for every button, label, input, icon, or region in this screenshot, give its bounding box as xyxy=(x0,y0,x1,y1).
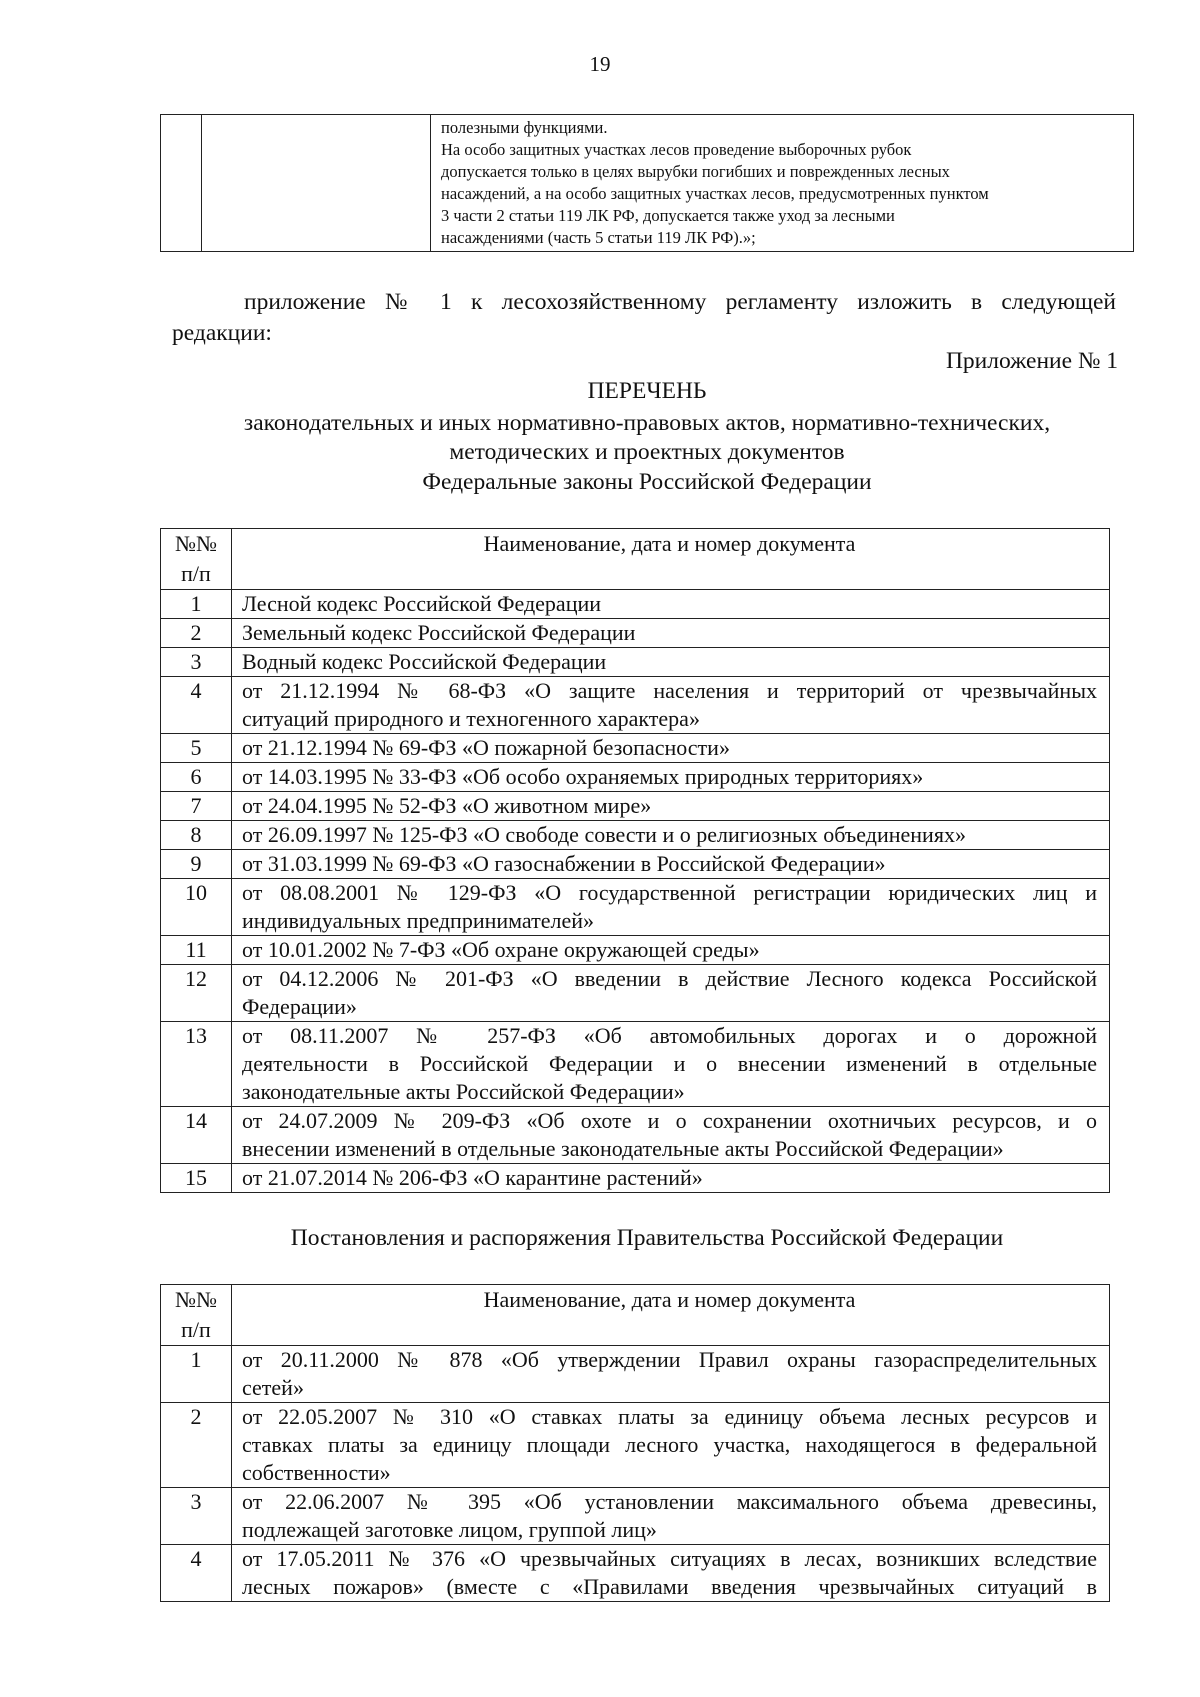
header-text: п/п xyxy=(181,561,211,586)
row-number: 3 xyxy=(161,1488,232,1545)
document-name-line: от 04.12.2006 № 201-ФЗ «О введении в действие Лесного кодекса Российской xyxy=(242,966,1097,991)
table-row xyxy=(161,619,1110,648)
table-row xyxy=(161,1022,1110,1107)
document-name xyxy=(232,1545,1110,1602)
document-name-line: ситуаций природного и техногенного характера» xyxy=(242,706,700,731)
document-name-line: Лесной кодекс Российской Федерации xyxy=(242,591,602,616)
continuation-line: На особо защитных участках лесов проведение выборочных рубок xyxy=(441,140,912,159)
table-row xyxy=(161,965,1110,1022)
document-name-line: Водный кодекс Российской Федерации xyxy=(242,649,607,674)
column-header-name: Наименование, дата и номер документа xyxy=(232,529,1110,590)
row-number: 12 xyxy=(161,965,232,1022)
document-name xyxy=(232,936,1110,965)
document-name-line: от 08.08.2001 № 129-ФЗ «О государственной регистрации юридических лиц и xyxy=(242,880,1097,905)
intro-paragraph-line: приложение № 1 к лесохозяйственному регламенту изложить в следующей xyxy=(244,289,1116,315)
table-header-row xyxy=(161,529,1110,590)
document-name-line: от 21.12.1994 № 68-ФЗ «О защите населения и территорий от чрезвычайных xyxy=(242,678,1097,703)
document-name xyxy=(232,1346,1110,1403)
document-name-line: лесных пожаров» (вместе с «Правилами введения чрезвычайных ситуаций в xyxy=(242,1574,1097,1599)
document-name-line: законодательные акты Российской Федерации» xyxy=(242,1079,685,1104)
column-header-number xyxy=(161,1285,232,1346)
table-row xyxy=(161,792,1110,821)
table-row xyxy=(161,821,1110,850)
table-cell xyxy=(161,115,202,252)
continuation-line: полезными функциями. xyxy=(441,118,608,137)
document-name-line: подлежащей заготовке лицом, группой лиц» xyxy=(242,1517,657,1542)
column-header-number xyxy=(161,529,232,590)
table-row xyxy=(161,763,1110,792)
document-name-line: от 24.07.2009 № 209-ФЗ «Об охоте и о сохранении охотничьих ресурсов, и о xyxy=(242,1108,1097,1133)
document-name xyxy=(232,792,1110,821)
table-row xyxy=(161,1164,1110,1193)
section-title-federal-laws: Федеральные законы Российской Федерации xyxy=(422,469,872,495)
column-header-name: Наименование, дата и номер документа xyxy=(232,1285,1110,1346)
table-row xyxy=(161,1107,1110,1164)
table-row xyxy=(161,879,1110,936)
document-name-line: от 22.06.2007 № 395 «Об установлении максимального объема древесины, xyxy=(242,1489,1097,1514)
document-name-line: от 20.11.2000 № 878 «Об утверждении Правил охраны газораспределительных xyxy=(242,1347,1097,1372)
header-text: №№ xyxy=(175,1287,217,1312)
row-number: 7 xyxy=(161,792,232,821)
document-name xyxy=(232,850,1110,879)
document-name xyxy=(232,879,1110,936)
document-name-line: от 21.07.2014 № 206-ФЗ «О карантине растений» xyxy=(242,1165,703,1190)
row-number: 1 xyxy=(161,1346,232,1403)
row-number: 1 xyxy=(161,590,232,619)
document-name xyxy=(232,590,1110,619)
table-row xyxy=(161,590,1110,619)
table-row xyxy=(161,1488,1110,1545)
row-number: 4 xyxy=(161,677,232,734)
row-number: 2 xyxy=(161,1403,232,1488)
document-name-line: деятельности в Российской Федерации и о внесении изменений в отдельные xyxy=(242,1051,1097,1076)
document-name xyxy=(232,1164,1110,1193)
row-number: 2 xyxy=(161,619,232,648)
list-subtitle: законодательных и иных нормативно-правовых актов, нормативно-технических, xyxy=(243,410,1051,436)
list-subtitle: методических и проектных документов xyxy=(449,439,845,465)
document-name-line: индивидуальных предпринимателей» xyxy=(242,908,594,933)
row-number: 10 xyxy=(161,879,232,936)
table-row xyxy=(161,1545,1110,1602)
document-name-line: Федерации» xyxy=(242,994,357,1019)
document-name-line: Земельный кодекс Российской Федерации xyxy=(242,620,636,645)
document-name-line: от 21.12.1994 № 69-ФЗ «О пожарной безопасности» xyxy=(242,735,730,760)
page-number: 19 xyxy=(589,52,611,76)
row-number: 15 xyxy=(161,1164,232,1193)
row-number: 13 xyxy=(161,1022,232,1107)
document-name xyxy=(232,821,1110,850)
government-acts-table xyxy=(160,1284,1110,1602)
document-name-line: от 22.05.2007 № 310 «О ставках платы за единицу объема лесных ресурсов и xyxy=(242,1404,1097,1429)
table-row xyxy=(161,115,1134,252)
list-title: ПЕРЕЧЕНЬ xyxy=(587,378,707,404)
document-name xyxy=(232,1107,1110,1164)
table-row xyxy=(161,648,1110,677)
document-name-line: сетей» xyxy=(242,1375,304,1400)
table-row xyxy=(161,677,1110,734)
row-number: 8 xyxy=(161,821,232,850)
continuation-line: 3 части 2 статьи 119 ЛК РФ, допускается также уход за лесными xyxy=(441,206,895,225)
continuation-text-cell xyxy=(431,115,1134,252)
document-name xyxy=(232,965,1110,1022)
continuation-line: допускается только в целях вырубки погибших и поврежденных лесных xyxy=(441,162,950,181)
document-name xyxy=(232,648,1110,677)
document-name-line: от 26.09.1997 № 125-ФЗ «О свободе совести и о религиозных объединениях» xyxy=(242,822,966,847)
continuation-table xyxy=(160,114,1134,252)
document-name-line: от 08.11.2007 № 257-ФЗ «Об автомобильных дорогах и о дорожной xyxy=(242,1023,1097,1048)
section-title-government-acts: Постановления и распоряжения Правительства Российской Федерации xyxy=(290,1225,1004,1251)
row-number: 6 xyxy=(161,763,232,792)
document-name-line: собственности» xyxy=(242,1460,391,1485)
document-name-line: от 17.05.2011 № 376 «О чрезвычайных ситуациях в лесах, возникших вследствие xyxy=(242,1546,1097,1571)
document-name-line: от 31.03.1999 № 69-ФЗ «О газоснабжении в Российской Федерации» xyxy=(242,851,886,876)
document-name xyxy=(232,1403,1110,1488)
continuation-line: насаждениями (часть 5 статьи 119 ЛК РФ).»; xyxy=(441,228,756,247)
document-name xyxy=(232,1022,1110,1107)
row-number: 14 xyxy=(161,1107,232,1164)
table-row xyxy=(161,1403,1110,1488)
table-row xyxy=(161,1346,1110,1403)
continuation-line: насаждений, а на особо защитных участках лесов, предусмотренных пунктом xyxy=(441,184,989,203)
table-cell xyxy=(202,115,431,252)
federal-laws-table xyxy=(160,528,1110,1193)
document-name-line: от 10.01.2002 № 7-ФЗ «Об охране окружающей среды» xyxy=(242,937,760,962)
row-number: 4 xyxy=(161,1545,232,1602)
document-name-line: от 24.04.1995 № 52-ФЗ «О животном мире» xyxy=(242,793,652,818)
table-row xyxy=(161,734,1110,763)
document-name-line: ставках платы за единицу площади лесного участка, находящегося в федеральной xyxy=(242,1432,1097,1457)
document-name xyxy=(232,677,1110,734)
document-name xyxy=(232,1488,1110,1545)
document-name xyxy=(232,619,1110,648)
header-text: п/п xyxy=(181,1317,211,1342)
header-text: №№ xyxy=(175,531,217,556)
appendix-label: Приложение № 1 xyxy=(945,348,1118,374)
table-row xyxy=(161,850,1110,879)
intro-paragraph-line: редакции: xyxy=(172,320,272,346)
row-number: 3 xyxy=(161,648,232,677)
document-name xyxy=(232,763,1110,792)
row-number: 5 xyxy=(161,734,232,763)
row-number: 9 xyxy=(161,850,232,879)
document-name-line: внесении изменений в отдельные законодательные акты Российской Федерации» xyxy=(242,1136,1004,1161)
row-number: 11 xyxy=(161,936,232,965)
table-row xyxy=(161,936,1110,965)
document-name xyxy=(232,734,1110,763)
document-name-line: от 14.03.1995 № 33-ФЗ «Об особо охраняемых природных территориях» xyxy=(242,764,924,789)
table-header-row xyxy=(161,1285,1110,1346)
